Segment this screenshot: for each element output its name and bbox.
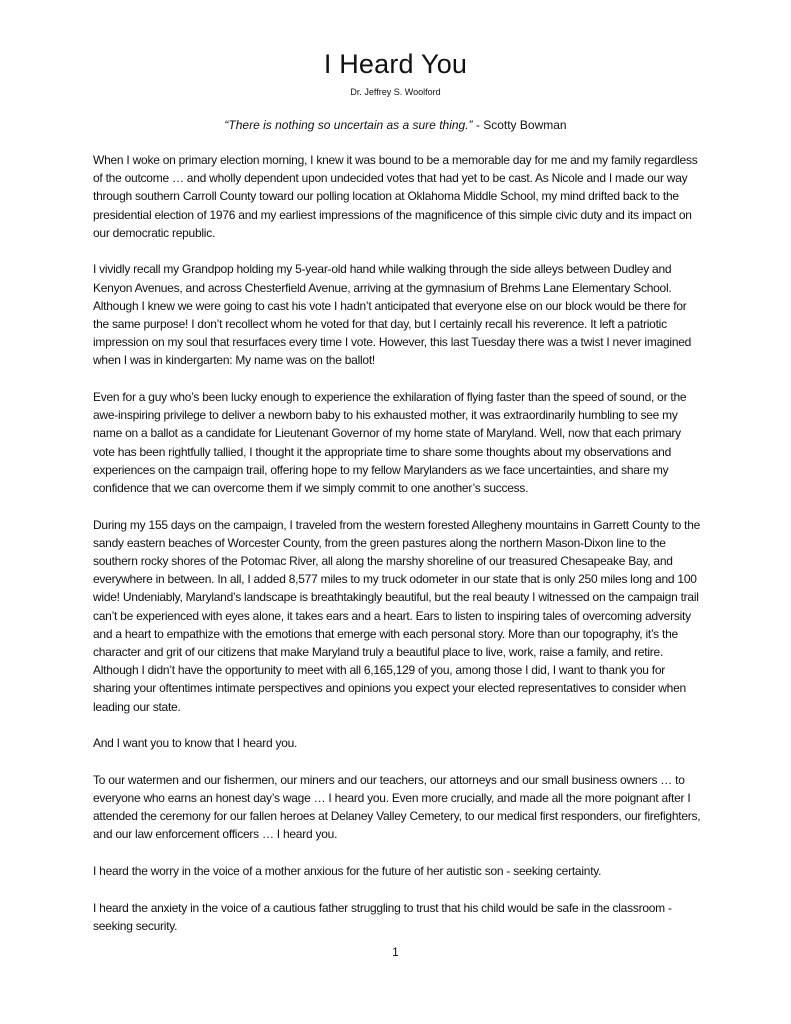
paragraph: I vividly recall my Grandpop holding my 5-year-old hand while walking through the side alleys between Dudley and Kenyon Avenues, and across Chesterfield Avenue, arriving at the gymnasium of Brehms Lane Elementary School. Although I knew we were going to cast his vote I hadn’t anticipated that everyone else on our block would be there for the same purpose! I don’t recollect whom he voted for that day, but I certainly recall his reverence. It left a patriotic impression on my soul that resurfaces every time I vote. However, this last Tuesday there was a twist I never imagined when I was in kindergarten: My name was on the ballot! [93, 262, 692, 368]
paragraph: During my 155 days on the campaign, I traveled from the western forested Allegheny mountains in Garrett County to the sandy eastern beaches of Worcester County, from the green pastures along the northern Mason-Dixon line to the southern rocky shores of the Potomac River, all along the marshy shoreline of our treasured Chesapeake Bay, and everywhere in between. In all, I added 8,577 miles to my truck odometer in our state that is only 250 miles long and 100 wide! Undeniably, Maryland’s landscape is breathtakingly beautiful, but the real beauty I witnessed on the campaign trail can’t be experienced with eyes alone, it takes ears and a heart. Ears to listen to inspiring tales of overcoming adversity and a heart to empathize with the emotions that emerge with each personal story. More than our topography, it’s the character and grit of our citizens that make Maryland truly a beautiful place to live, work, raise a family, and retire. Although I didn’t have the opportunity to meet with all 6,165,129 of you, among those I did, I want to thank you for sharing your oftentimes intimate perspectives and opinions you expect your elected representatives to consider when leading our state. [93, 517, 701, 714]
page-number: 1 [392, 945, 399, 959]
epigraph [0, 116, 791, 134]
paragraph: I heard the anxiety in the voice of a cautious father struggling to trust that his child would be safe in the classroom - seeking security. [93, 900, 672, 933]
document-title: I Heard You [323, 49, 468, 79]
epigraph-attribution: - Scotty Bowman [472, 118, 567, 132]
epigraph-quote: “There is nothing so uncertain as a sure thing.” [224, 118, 473, 132]
document-body [93, 151, 705, 953]
paragraph: And I want you to know that I heard you. [93, 736, 298, 751]
paragraph: To our watermen and our fishermen, our miners and our teachers, our attorneys and our small business owners … to everyone who earns an honest day’s wage … I heard you. Even more crucially, and made all the more poignant after I attended the ceremony for our fallen heroes at Delaney Valley Cemetery, to our medical first responders, our firefighters, and our law enforcement officers … I heard you. [93, 772, 701, 842]
paragraph: Even for a guy who’s been lucky enough to experience the exhilaration of flying faster than the speed of sound, or the awe-inspiring privilege to deliver a newborn baby to his exhausted mother, it was extraordinarily humbling to see my name on a ballot as a candidate for Lieutenant Governor of my home state of Maryland. Well, now that each primary vote has been rightfully tallied, I thought it the appropriate time to share some thoughts about my observations and experiences on the campaign trail, offering hope to my fellow Marylanders as we face uncertainties, and share my confidence that we can overcome them if we simply commit to one another’s success. [93, 390, 687, 496]
paragraph: I heard the worry in the voice of a mother anxious for the future of her autistic son - seeking certainty. [93, 864, 602, 879]
paragraph: When I woke on primary election morning, I knew it was bound to be a memorable day for me and my family regardless of the outcome … and wholly dependent upon undecided votes that had yet to be cast. As Nicole and I made our way through southern Carroll County toward our polling location at Oklahoma Middle School, my mind drifted back to the presidential election of 1976 and my earliest impressions of the magnificence of this simple civic duty and its impact on our democratic republic. [93, 153, 698, 240]
author-byline: Dr. Jeffrey S. Woolford [350, 87, 441, 97]
